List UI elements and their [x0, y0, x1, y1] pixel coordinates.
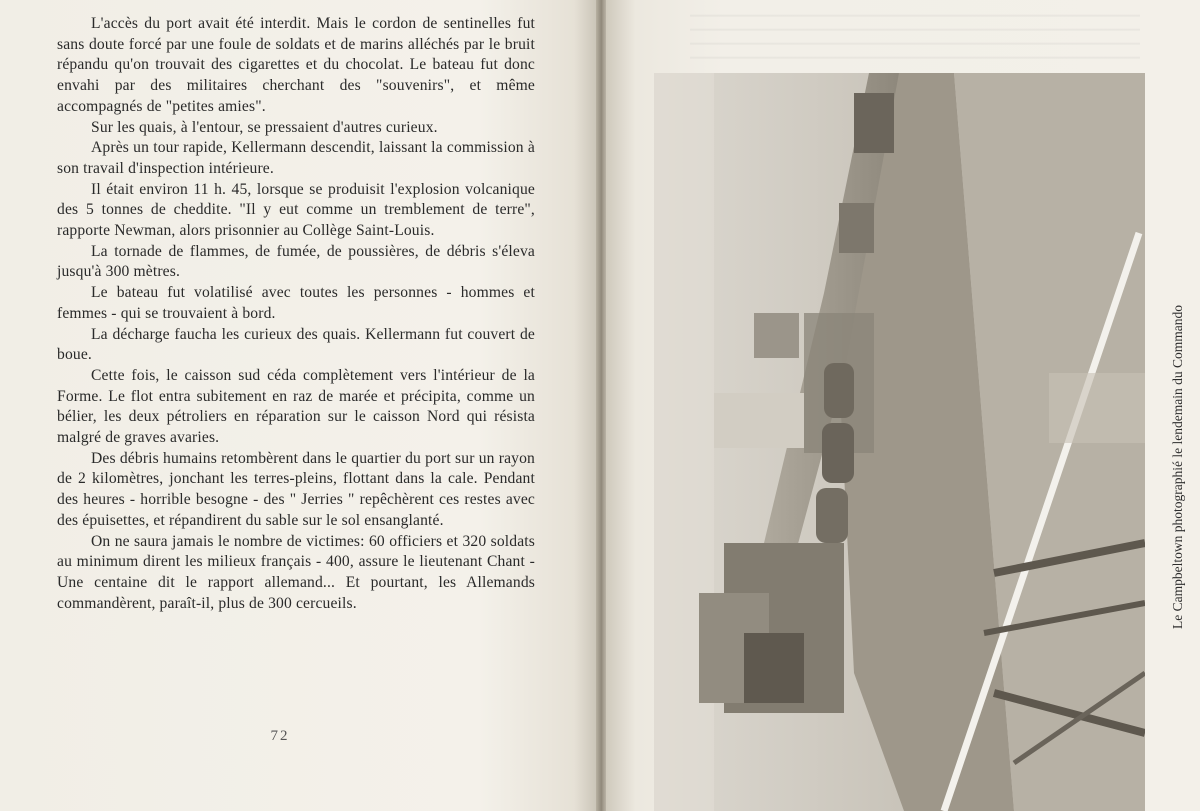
caption-text: Le Campbeltown photographié le lendemain du Commando	[1170, 305, 1185, 629]
page-number: 72	[270, 728, 290, 744]
paragraph: Sur les quais, à l'entour, se pressaient d'autres curieux.	[91, 118, 438, 136]
paragraph: Le bateau fut volatilisé avec toutes les personnes - hommes et femmes - qui se trouvaient à bord.	[57, 284, 535, 322]
paragraph: On ne saura jamais le nombre de victimes: 60 officiers et 320 soldats au minimum dirent les milieux français - 400, assure le lieutenant Chant - Une centaine dit le rapport allemand... Et pourtant, les Allemands commandèrent, paraît-il, plus de 300 cercueils.	[57, 532, 535, 612]
show-through-text	[690, 14, 1140, 70]
paragraph: Après un tour rapide, Kellermann descendit, laissant la commission à son travail d'inspection intérieure.	[57, 139, 535, 177]
ship-photograph	[654, 73, 1145, 811]
photo-caption	[1162, 232, 1190, 702]
paragraph: La tornade de flammes, de fumée, de poussières, de débris s'éleva jusqu'à 300 mètres.	[57, 242, 535, 281]
left-page	[0, 0, 598, 811]
paragraph: L'accès du port avait été interdit. Mais le cordon de sentinelles fut sans doute forcé par une foule de soldats et de marins alléchés par le bruit répandu qu'on trouvait des cigarettes et du chocolat. Le bateau fut donc envahi par des militaires cherchant des "souvenirs", et même accompagnés de "petites amies".	[57, 15, 535, 115]
body-text	[57, 14, 535, 614]
paragraph: Des débris humains retombèrent dans le quartier du port sur un rayon de 2 kilomètres, jonchant les terres-pleins, flottant dans la cale. Pendant des heures - horrible besogne - des " Jerries " repêchèrent ces restes avec des épuisettes, et répandirent du sable sur le sol ensanglanté.	[57, 449, 535, 529]
paragraph: La décharge faucha les curieux des quais. Kellermann fut couvert de boue.	[57, 325, 535, 364]
paragraph: Il était environ 11 h. 45, lorsque se produisit l'explosion volcanique des 5 tonnes de cheddite. "Il y eut comme un tremblement de terre", rapporte Newman, alors prisonnier au Collège Saint-Louis.	[57, 180, 535, 240]
ship-photo-illustration	[654, 73, 1145, 811]
paragraph: Cette fois, le caisson sud céda complètement vers l'intérieur de la Forme. Le flot entra subitement en raz de marée et précipita, comme un bélier, les deux pétroliers en réparation sur le caisson Nord qui résista malgré de graves avaries.	[57, 366, 535, 447]
